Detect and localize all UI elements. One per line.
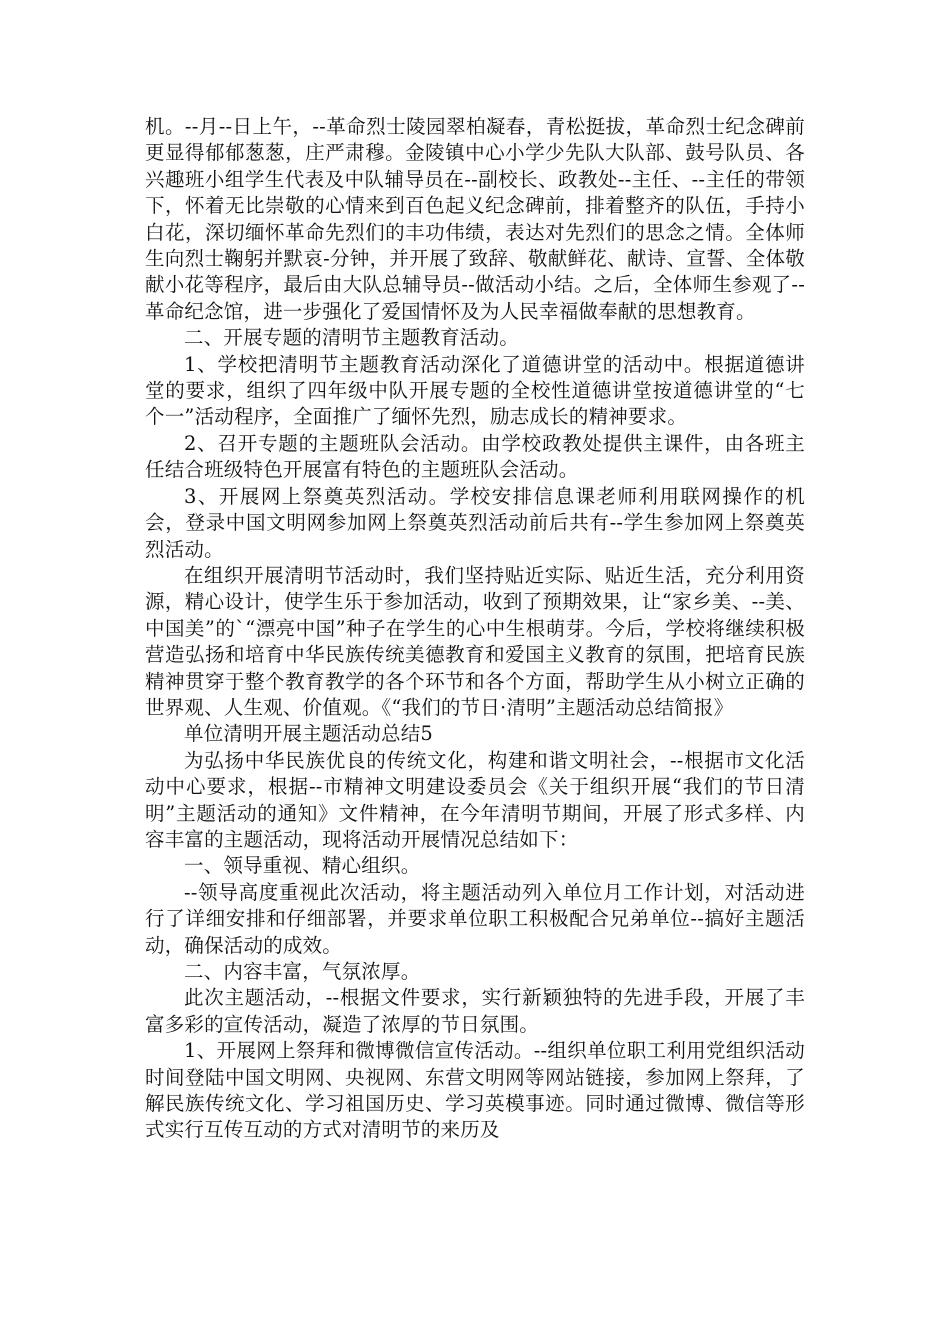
document-page bbox=[145, 114, 805, 1144]
paragraph-10: --领导高度重视此次活动，将主题活动列入单位月工作计划，对活动进行了详细安排和仔细部署，并要求单位职工积极配合兄弟单位--搞好主题活动，确保活动的成效。 bbox=[145, 880, 805, 957]
paragraph-5: 3、开展网上祭奠英烈活动。学校安排信息课老师利用联网操作的机会，登录中国文明网参加网上祭奠英烈活动前后共有--学生参加网上祭奠英烈活动。 bbox=[145, 484, 805, 561]
paragraph-12: 此次主题活动，--根据文件要求，实行新颖独特的先进手段，开展了丰富多彩的宣传活动，凝造了浓厚的节日氛围。 bbox=[145, 986, 805, 1036]
paragraph-4: 2、召开专题的主题班队会活动。由学校政教处提供主课件，由各班主任结合班级特色开展富有特色的主题班队会活动。 bbox=[145, 431, 805, 482]
paragraph-3: 1、学校把清明节主题教育活动深化了道德讲堂的活动中。根据道德讲堂的要求，组织了四年级中队开展专题的全校性道德讲堂按道德讲堂的“七个一”活动程序，全面推广了缅怀先烈，励志成长的精神要求。 bbox=[145, 352, 805, 429]
section-title-7: 单位清明开展主题活动总结5 bbox=[184, 722, 434, 746]
paragraph-13: 1、开展网上祭拜和微博微信宣传活动。--组织单位职工利用党组织活动时间登陆中国文明网、央视网、东营文明网等网站链接，参加网上祭拜，了解民族传统文化、学习祖国历史、学习英模事迹。同时通过微博、微信等形式实行互传互动的方式对清明节的来历及 bbox=[145, 1039, 805, 1142]
section-heading-2: 二、开展专题的清明节主题教育活动。 bbox=[184, 326, 519, 350]
section-heading-9: 一、领导重视、精心组织。 bbox=[184, 854, 421, 878]
paragraph-6: 在组织开展清明节活动时，我们坚持贴近实际、贴近生活，充分利用资源，精心设计，使学生乐于参加活动，收到了预期效果，让“家乡美、--美、中国美”的`“漂亮中国”种子在学生的心中生根萌芽。今后，学校将继续积极营造弘扬和培育中华民族传统美德教育和爱国主义教育的氛围，把培育民族精神贯穿于整个教育教学的各个环节和各个方面，帮助学生从小树立正确的世界观、人生观、价值观。《“我们的节日·清明”主题活动总结简报》 bbox=[145, 563, 805, 719]
paragraph-1: 机。--月--日上午，--革命烈士陵园翠柏凝春，青松挺拔，革命烈士纪念碑前更显得郁郁葱葱，庄严肃穆。金陵镇中心小学少先队大队部、鼓号队员、各兴趣班小组学生代表及中队辅导员在--副校长、政教处--主任、--主任的带领下，怀着无比崇敬的心情来到百色起义纪念碑前，排着整齐的队伍，手持小白花，深切缅怀革命先烈们的丰功伟绩，表达对先烈们的思念之情。全体师生向烈士鞠躬并默哀-分钟，并开展了致辞、敬献鲜花、献诗、宣誓、全体敬献小花等程序，最后由大队总辅导员--做活动小结。之后，全体师生参观了--革命纪念馆，进一步强化了爱国情怀及为人民幸福做奉献的思想教育。 bbox=[145, 115, 805, 323]
section-heading-11: 二、内容丰富，气氛浓厚。 bbox=[184, 960, 421, 983]
paragraph-8: 为弘扬中华民族优良的传统文化，构建和谐文明社会，--根据市文化活动中心要求，根据--市精神文明建设委员会《关于组织开展“我们的节日清明”主题活动的通知》文件精神，在今年清明节期间，开展了形式多样、内容丰富的主题活动，现将活动开展情况总结如下： bbox=[145, 748, 805, 851]
